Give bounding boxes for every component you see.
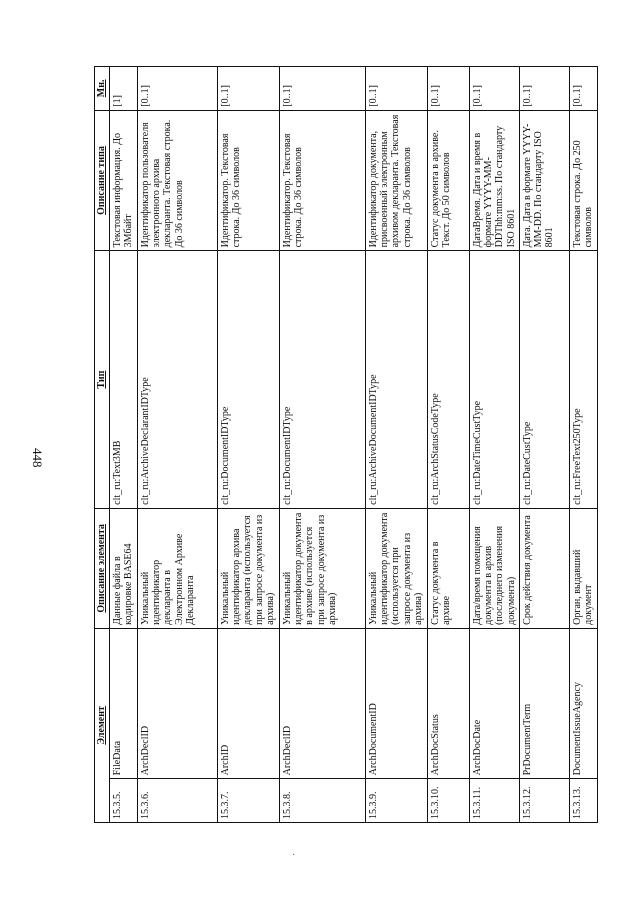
row-number: 15.3.11. bbox=[470, 779, 520, 823]
type-description: Текстовая строка. До 250 символов bbox=[570, 110, 598, 251]
element-description: Данные файла в кодировке BASE64 bbox=[110, 508, 138, 628]
header-type: Тип bbox=[95, 251, 110, 508]
element-description: Статус документа в архиве bbox=[428, 508, 470, 628]
table-row bbox=[366, 67, 428, 823]
table-row bbox=[428, 67, 470, 823]
type-name: clt_ru:DocumentIDType bbox=[218, 251, 280, 508]
table-row bbox=[110, 67, 138, 823]
type-name: clt_ru:DateCustType bbox=[520, 251, 570, 508]
type-name: clt_ru:ArchiveDocumentIDType bbox=[366, 251, 428, 508]
multiplicity: [0..1] bbox=[280, 67, 366, 111]
table-row bbox=[138, 67, 218, 823]
element-name: ArchDeclID bbox=[280, 628, 366, 779]
table-row bbox=[280, 67, 366, 823]
table-header-row bbox=[95, 67, 110, 823]
type-name: clt_ru:Text3MB bbox=[110, 251, 138, 508]
element-name: ArchDocumentID bbox=[366, 628, 428, 779]
type-description: Идентификатор. Текстовая строка. До 36 символов bbox=[218, 110, 280, 251]
type-description: Дата. Дата в формате YYYY-MM-DD. По стандарту ISO 8601 bbox=[520, 110, 570, 251]
row-number: 15.3.10. bbox=[428, 779, 470, 823]
type-name: clt_ru:ArchStatusCodeType bbox=[428, 251, 470, 508]
row-number: 15.3.8. bbox=[280, 779, 366, 823]
type-description: Идентификатор. Текстовая строка. До 36 символов bbox=[280, 110, 366, 251]
element-name: ArchDocDate bbox=[470, 628, 520, 779]
multiplicity: [0..1] bbox=[520, 67, 570, 111]
row-number: 15.3.7. bbox=[218, 779, 280, 823]
element-description: Уникальный идентификатор документа в архиве (используется при запросе документа из архива) bbox=[280, 508, 366, 628]
element-name: DocumentIssueAgency bbox=[570, 628, 598, 779]
element-name: PrDocumentTerm bbox=[520, 628, 570, 779]
row-number: 15.3.6. bbox=[138, 779, 218, 823]
table-row bbox=[570, 67, 598, 823]
type-description: Идентификатор документа, присвоенный электронным архивом декларанта. Текстовая строка. До 36 символов bbox=[366, 110, 428, 251]
element-name: ArchDeclID bbox=[138, 628, 218, 779]
type-description: ДатаВремя. Дата и время в формате YYYY-MM-DDThh:mm:ss. По стандарту ISO 8601 bbox=[470, 110, 520, 251]
element-name: FileData bbox=[110, 628, 138, 779]
element-name: ArchID bbox=[218, 628, 280, 779]
element-description: Уникальный идентификатор декларанта в Электронном Архиве Декларанта bbox=[138, 508, 218, 628]
table-row bbox=[218, 67, 280, 823]
document-table-frame bbox=[94, 66, 595, 823]
type-name: clt_ru:ArchiveDeclarantIDType bbox=[138, 251, 218, 508]
row-number: 15.3.5. bbox=[110, 779, 138, 823]
multiplicity: [0..1] bbox=[138, 67, 218, 111]
element-spec-table bbox=[94, 66, 598, 823]
header-element-description: Описание элемента bbox=[95, 508, 110, 628]
element-description: Срок действия документа bbox=[520, 508, 570, 628]
type-name: clt_ru:DateTimeCustType bbox=[470, 251, 520, 508]
rotated-table-container bbox=[94, 66, 595, 823]
multiplicity: [1] bbox=[110, 67, 138, 111]
type-description: Текстовая информация. До 3Мбайт bbox=[110, 110, 138, 251]
type-name: clt_ru:FreeText250Type bbox=[570, 251, 598, 508]
multiplicity: [0..1] bbox=[570, 67, 598, 111]
element-description: Уникальный идентификатор архива декларанта (используется при запросе документа из архива) bbox=[218, 508, 280, 628]
table-row bbox=[470, 67, 520, 823]
element-description: Дата/время помещения документа в архив (последнего изменения документа) bbox=[470, 508, 520, 628]
multiplicity: [0..1] bbox=[218, 67, 280, 111]
multiplicity: [0..1] bbox=[470, 67, 520, 111]
row-number: 15.3.13. bbox=[570, 779, 598, 823]
type-description: Идентификатор пользователя электронного архива декларанта. Текстовая строка. До 36 символов bbox=[138, 110, 218, 251]
type-description: Статус документа в архиве. Текст. До 50 символов bbox=[428, 110, 470, 251]
element-description: Орган, выдавший документ bbox=[570, 508, 598, 628]
element-description: Уникальный идентификатор документа (используется при запросе документа из архива) bbox=[366, 508, 428, 628]
scan-speck: · bbox=[292, 850, 296, 861]
table-row bbox=[520, 67, 570, 823]
header-multiplicity: Мн. bbox=[95, 67, 110, 111]
multiplicity: [0..1] bbox=[428, 67, 470, 111]
page-number: 448 bbox=[30, 448, 45, 468]
table-body bbox=[110, 67, 598, 823]
header-element: Элемент bbox=[95, 628, 110, 822]
header-type-description: Описание типа bbox=[95, 110, 110, 251]
type-name: clt_ru:DocumentIDType bbox=[280, 251, 366, 508]
element-name: ArchDocStatus bbox=[428, 628, 470, 779]
row-number: 15.3.12. bbox=[520, 779, 570, 823]
multiplicity: [0..1] bbox=[366, 67, 428, 111]
row-number: 15.3.9. bbox=[366, 779, 428, 823]
